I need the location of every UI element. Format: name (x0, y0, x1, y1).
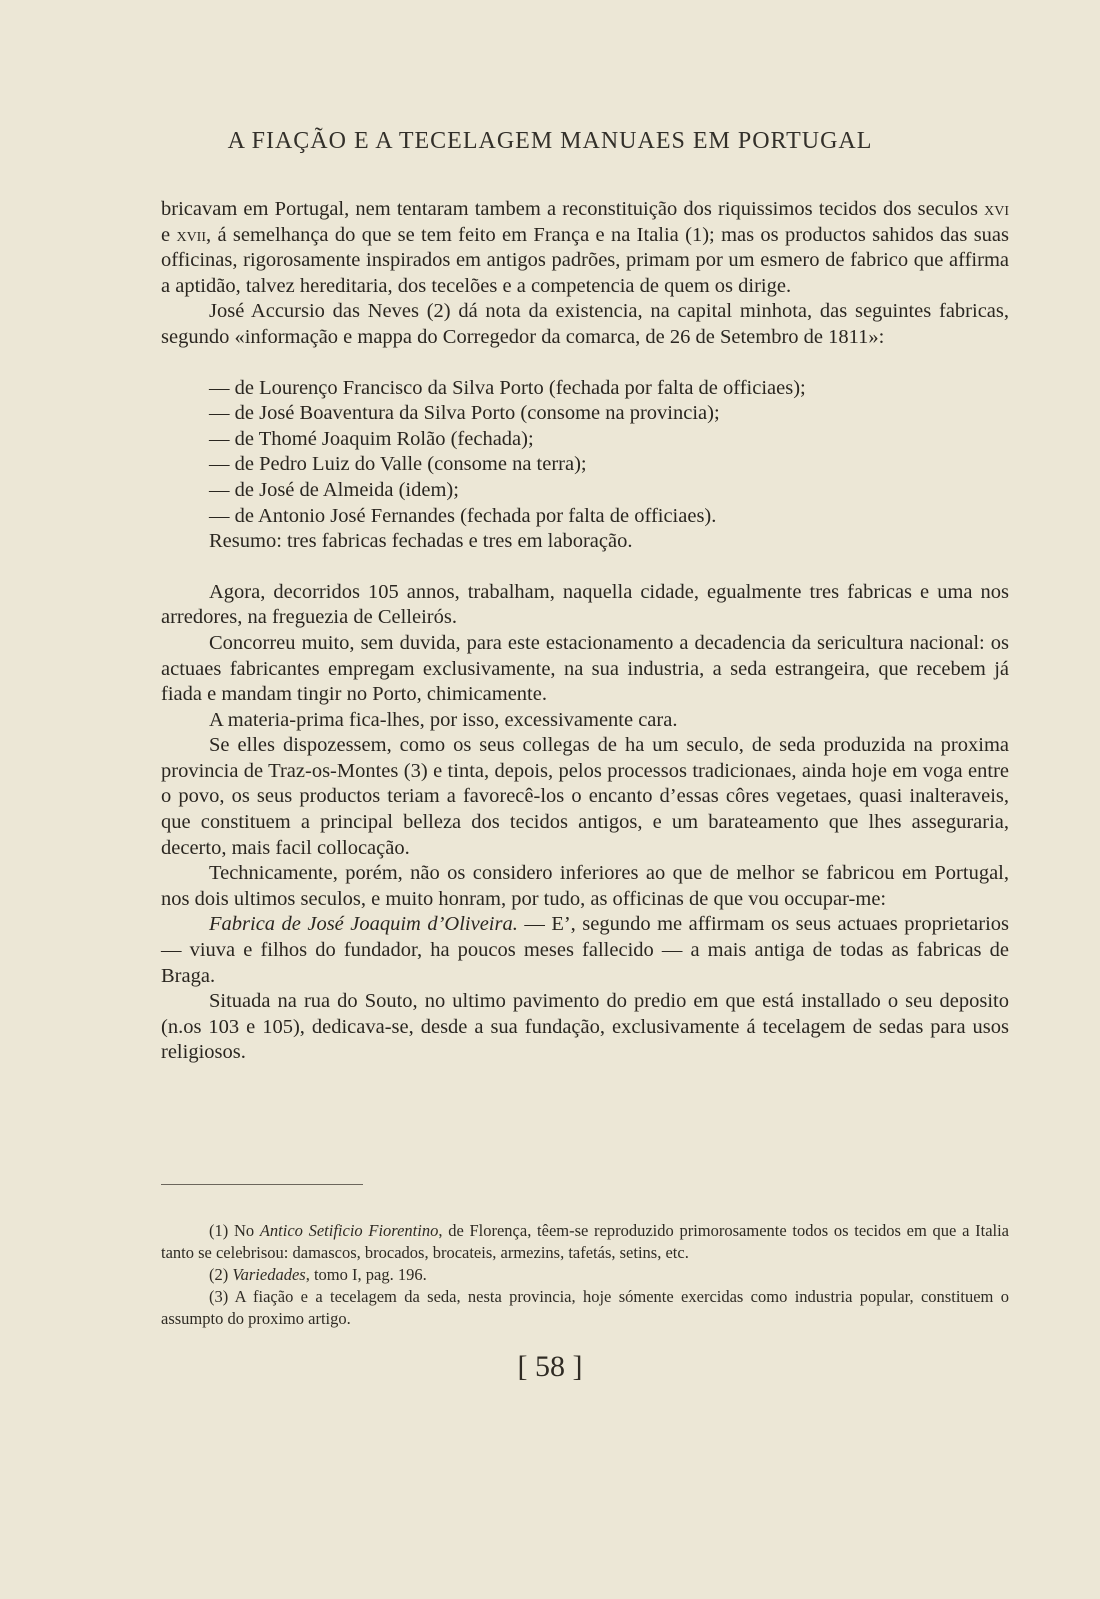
century-xvii: xvii (176, 223, 206, 246)
body-text (161, 197, 1009, 1066)
list-item: — de Thomé Joaquim Rolão (fechada); (209, 427, 534, 450)
footnote-1-marker: (1) No (209, 1221, 260, 1240)
footnote-2 (161, 1264, 1009, 1286)
paragraph-9: Situada na rua do Souto, no ultimo pavimento do predio em que está installado o seu deposito (n.os 103 e 105), dedicava-se, desde a sua fundação, exclusivamente á tecelagem de sedas para usos religiosos. (161, 990, 1009, 1064)
list-item: — de José de Almeida (idem); (209, 478, 459, 501)
footnote-2-text: , tomo I, pag. 196. (305, 1265, 427, 1284)
list-item: — de José Boaventura da Silva Porto (consome na provincia); (209, 402, 720, 425)
footnote-1-title: Antico Setificio Fiorentino (259, 1221, 439, 1240)
list-summary: Resumo: tres fabricas fechadas e tres em laboração. (209, 530, 633, 553)
paragraph-3: Agora, decorridos 105 annos, trabalham, naquella cidade, egualmente tres fabricas e uma nos arredores, na freguezia de Celleirós. (161, 580, 1009, 629)
paragraph-5: A materia-prima fica-lhes, por isso, excessivamente cara. (209, 708, 678, 731)
paragraph-2: José Accursio das Neves (2) dá nota da existencia, na capital minhota, das seguintes fabricas, segundo «informação e mappa do Corregedor da comarca, de 26 de Setembro de 1811»: (161, 300, 1009, 348)
paragraph-1 (161, 197, 1009, 299)
footnote-2-title: Variedades (232, 1265, 306, 1284)
paragraph-7: Technicamente, porém, não os considero inferiores ao que de melhor se fabricou em Portugal, nos dois ultimos seculos, e muito honram, por tudo, as officinas de que vou occupar-me: (161, 862, 1009, 910)
paragraph-4: Concorreu muito, sem duvida, para este estacionamento a decadencia da sericultura nacional: os actuaes fabricantes empregam exclusivamente, na sua industria, a seda estrangeira, que recebem já fiada e mandam tingir no Porto, chimicamente. (161, 631, 1009, 706)
list-item: — de Pedro Luiz do Valle (consome na terra); (209, 453, 587, 476)
footnote-2-marker: (2) (209, 1265, 233, 1284)
paragraph-8 (161, 912, 1009, 989)
paragraph-1-text-b: , á semelhança do que se tem feito em França e na Italia (1); mas os productos sahidos das suas officinas, rigorosamente inspirados em antigos padrões, primam por um esmero de fabrico que affirma a aptidão, talvez hereditaria, dos tecelões e a competencia de quem os dirige. (161, 223, 1009, 297)
footnotes (161, 1220, 1009, 1330)
list-item: — de Antonio José Fernandes (fechada por falta de officiaes). (209, 504, 717, 527)
factory-list (161, 376, 1009, 555)
running-title: A FIAÇÃO E A TECELAGEM MANUAES EM PORTUGAL (227, 128, 873, 154)
page-number: [ 58 ] (517, 1350, 583, 1383)
paragraph-8-text: — E’, segundo me affirmam os seus actuaes proprietarios — viuva e filhos do fundador, ha poucos meses fallecido — a mais antiga de todas as fabricas de Braga. (161, 913, 1009, 987)
footnote-1 (161, 1220, 1009, 1264)
paragraph-6: Se elles dispozessem, como os seus collegas de ha um seculo, de seda produzida na proxima provincia de Traz-os-Montes (3) e tinta, depois, pelos processos tradicionaes, ainda hoje em voga entre o povo, os seus productos teriam a favorecê-los o encanto d’essas côres vegetaes, quasi inalteraveis, que constituem a principal belleza dos tecidos antigos, e um barateamento que lhes asseguraria, decerto, mais facil collocação. (161, 734, 1009, 859)
footnote-divider (161, 1184, 363, 1185)
factory-name: Fabrica de José Joaquim d’Oliveira. (209, 913, 518, 936)
footnote-1-text: , de Florença, têem-se reproduzido primorosamente todos os tecidos em que a Italia tanto se celebrisou: damascos, brocados, brocateis, armezins, tafetás, setins, etc. (161, 1221, 1010, 1262)
footnote-3: (3) A fiação e a tecelagem da seda, nesta provincia, hoje sómente exercidas como industria popular, constituem o assumpto do proximo artigo. (161, 1287, 1009, 1328)
paragraph-1-text-a: bricavam em Portugal, nem tentaram tambem a reconstituição dos riquissimos tecidos dos seculos (161, 198, 985, 220)
century-xvi: xvi (984, 198, 1009, 220)
paragraph-1-and: e (161, 223, 177, 246)
list-item: — de Lourenço Francisco da Silva Porto (fechada por falta de officiaes); (209, 376, 806, 399)
